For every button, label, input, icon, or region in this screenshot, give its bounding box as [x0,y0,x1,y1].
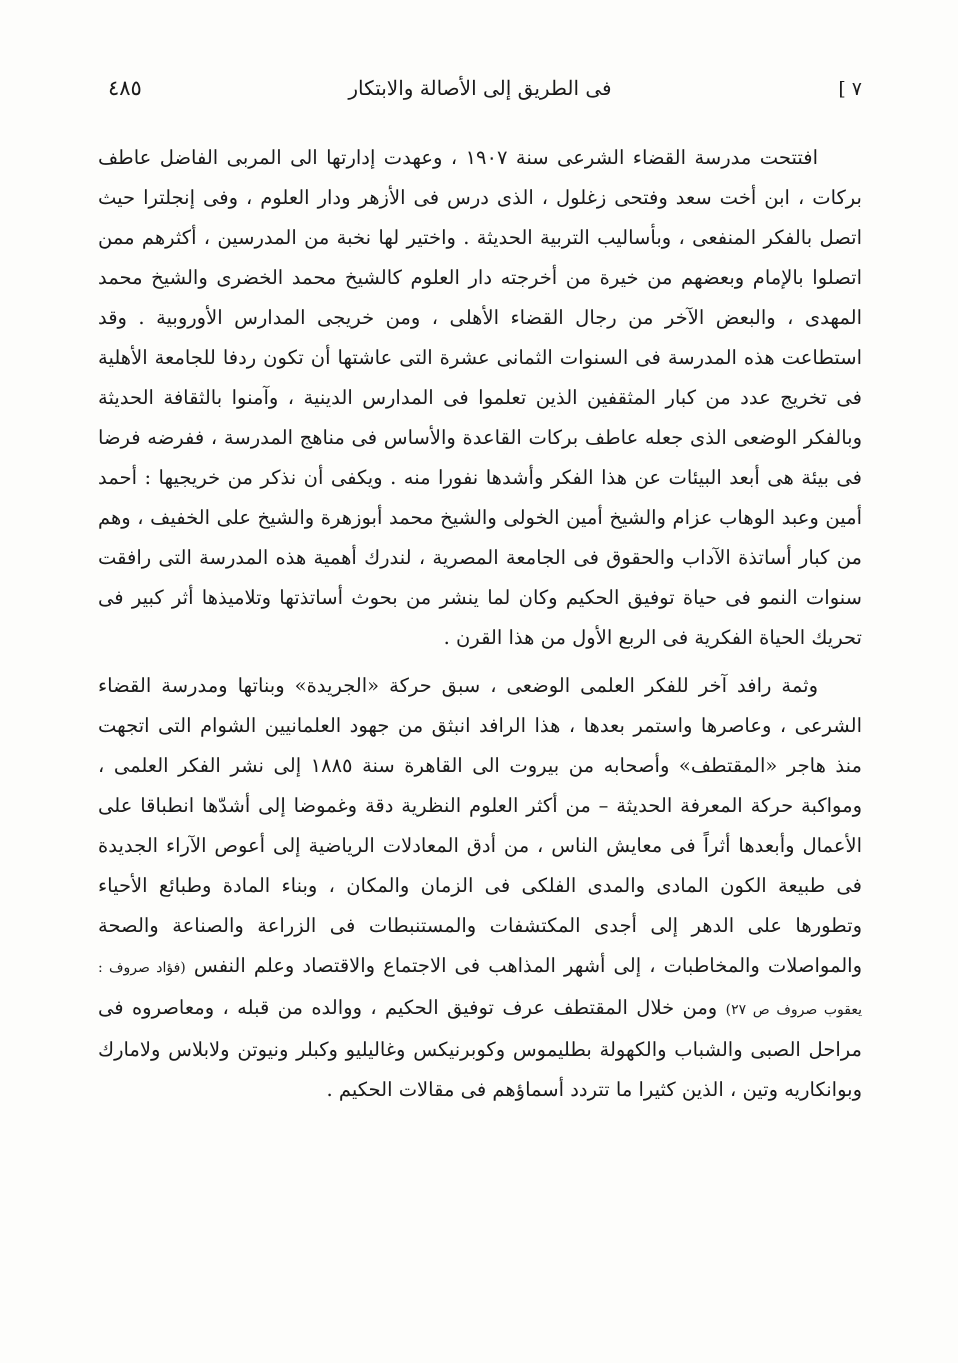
running-title: فى الطريق إلى الأصالة والابتكار [348,76,612,100]
page-number: ٤٨٥ [108,76,142,100]
paragraph-2 [98,666,862,1110]
paragraph-1 [98,138,862,658]
inline-citation: (فؤاد صروف : يعقوب صروف ص ٢٧) [98,960,862,1018]
body-text [98,138,862,1110]
paragraph-2-text-after: ومن خلال المقتطف عرف توفيق الحكيم ، ووالده من قبله ، ومعاصروه فى مراحل الصبى والشباب والكهولة بطليموس وكوبرنيكس وغاليليو وكبلر ونيوتن ولابلاس ولامارك وبوانكاريه وتين ، الذين كثيرا ما تتردد أسماؤهم فى مقالات الحكيم . [98,996,862,1101]
chapter-marker: ٧ ] [838,78,862,100]
paragraph-2-text-before: وثمة رافد آخر للفكر العلمى الوضعى ، سبق حركة «الجريدة» وبناتها ومدرسة القضاء الشرعى ، وعاصرها واستمر بعدها ، هذا الرافد انبثق من جهود العلمانيين الشوام التى اتجهت منذ هاجر «المقتطف» وأصحابه من بيروت الى القاهرة سنة ١٨٨٥ إلى نشر الفكر العلمى ، ومواكبة حركة المعرفة الحديثة – من أكثر العلوم النظرية دقة وغموضا إلى أشدّها انطباقا على الأعمال وأبعدها أثراً فى معايش الناس ، من أدق المعادلات الرياضية إلى أعوص الآراء الجديدة فى طبيعة الكون المادى والمدى الفلكى فى الزمان والمكان ، وبناء المادة وطبائع الأحياء وتطورها على الدهر إلى أجدى المكتشفات والمستنبطات فى الزراعة والصناعة والصحة والمواصلات والمخاطبات ، إلى أشهر المذاهب فى الاجتماع والاقتصاد وعلم النفس [98,674,863,977]
paragraph-1-text: افتتحت مدرسة القضاء الشرعى سنة ١٩٠٧ ، وعهدت إدارتها الى المربى الفاضل عاطف بركات ، ابن أخت سعد وفتحى زغلول ، الذى درس فى الأزهر ودار العلوم ، وفى إنجلترا حيث اتصل بالفكر المنفعى ، وبأساليب التربية الحديثة . واختير لها نخبة من المدرسين ، أكثرهم ممن اتصلوا بالإمام وبعضهم من خيرة من أخرجته دار العلوم كالشيخ محمد الخضرى والشيخ محمد المهدى ، والبعض الآخر من رجال القضاء الأهلى ، ومن خريجى المدارس الأوروبية . وقد استطاعت هذه المدرسة فى السنوات الثمانى عشرة التى عاشتها أن تكون ردفا للجامعة الأهلية فى تخريج عدد من كبار المثقفين الذين تعلموا فى المدارس الدينية ، وآمنوا بالثقافة الحديثة وبالفكر الوضعى الذى جعله عاطف بركات القاعدة والأساس فى مناهج المدرسة ، ففرضه فرضا فى بيئة هى أبعد البيئات عن هذا الفكر وأشدها نفورا منه . ويكفى أن نذكر من خريجيها : أحمد أمين وعبد الوهاب عزام والشيخ أمين الخولى والشيخ محمد أبوزهرة والشيخ على الخفيف ، وهم من كبار أساتذة الآداب والحقوق فى الجامعة المصرية ، لندرك أهمية هذه المدرسة التى رافقت سنوات النمو فى حياة توفيق الحكيم وكان لما ينشر من بحوث أساتذتها وتلاميذها أثر كبير فى تحريك الحياة الفكرية فى الربع الأول من هذا القرن . [98,146,862,649]
running-header [100,74,860,108]
